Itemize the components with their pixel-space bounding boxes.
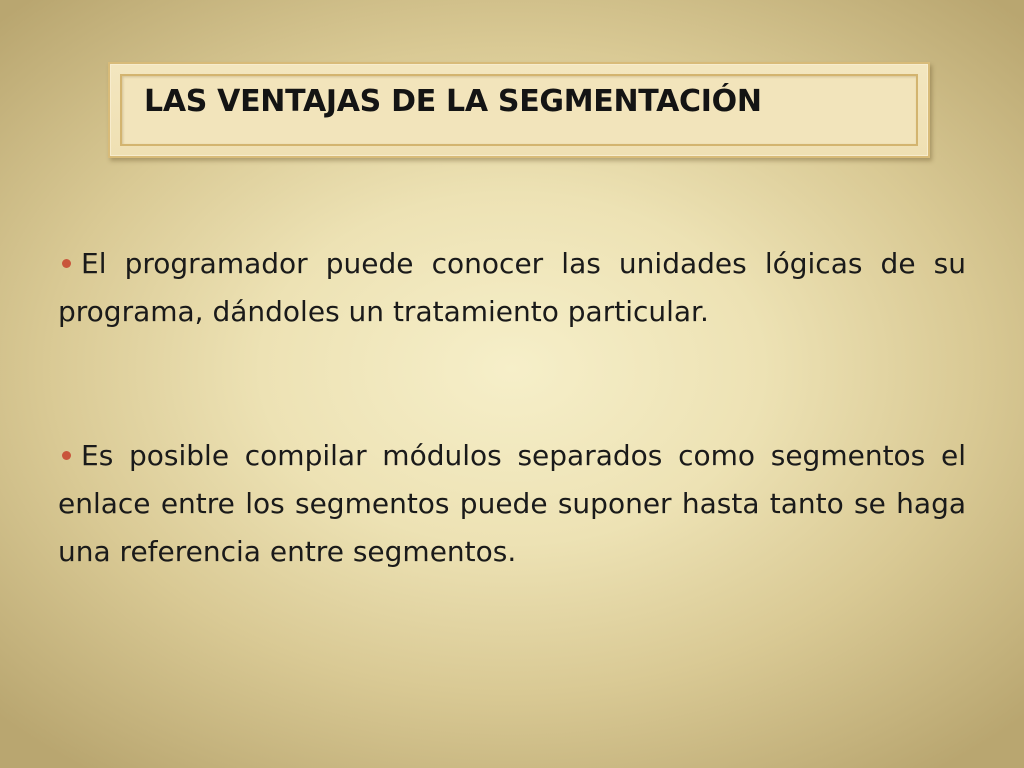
slide-title: LAS VENTAJAS DE LA SEGMENTACIÓN <box>144 84 762 119</box>
title-frame <box>108 62 930 158</box>
bullet-text: El programador puede conocer las unidades lógicas de su programa, dándoles un tratamiento particular. <box>58 247 966 328</box>
bullet-dot-icon <box>62 259 71 268</box>
bullet-list <box>58 240 966 576</box>
bullet-item <box>58 432 966 576</box>
bullet-text: Es posible compilar módulos separados como segmentos el enlace entre los segmentos puede suponer hasta tanto se haga una referencia entre segmentos. <box>58 439 966 568</box>
bullet-item <box>58 240 966 336</box>
bullet-dot-icon <box>62 451 71 460</box>
